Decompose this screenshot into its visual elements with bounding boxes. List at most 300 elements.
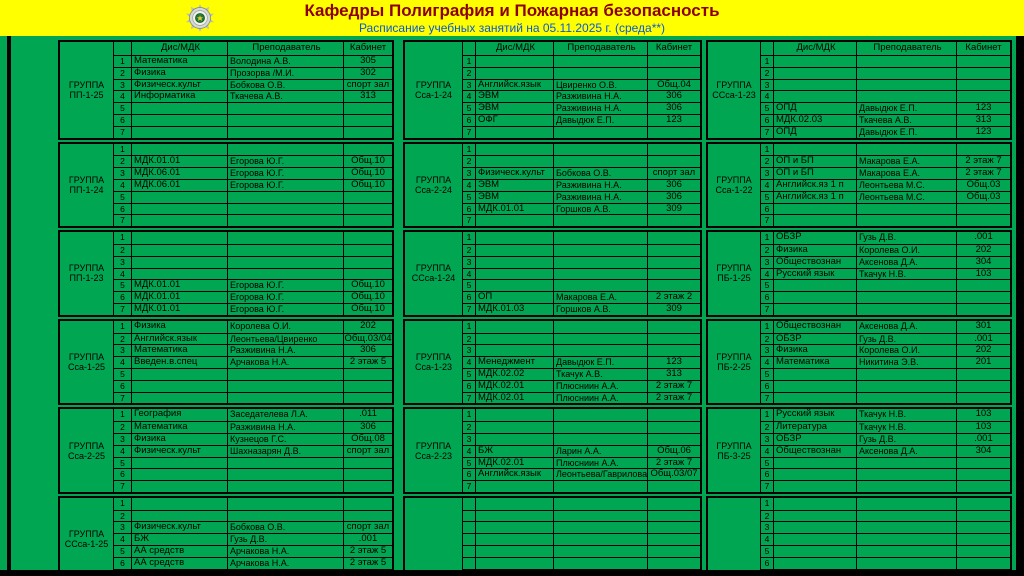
schedule-row	[761, 179, 1010, 191]
schedule-row	[114, 433, 392, 445]
rows-wrap	[463, 498, 700, 576]
lesson-number-cell: 1	[463, 409, 476, 421]
cabinet-cell: 306	[360, 422, 376, 433]
discipline-cell	[132, 115, 228, 126]
lesson-number-cell: 6	[463, 115, 476, 126]
teacher-cell: Кузнецов Г.С.	[228, 434, 344, 445]
teacher-cell	[554, 156, 648, 167]
teacher-cell: Гузь Д.В.	[228, 534, 344, 545]
group-block	[403, 319, 702, 406]
lesson-number-cell: 7	[761, 393, 774, 404]
teacher-cell	[857, 68, 957, 79]
teacher-cell	[554, 511, 648, 522]
lesson-number-cell: 3	[463, 434, 476, 445]
schedule-row	[114, 179, 392, 191]
discipline-cell: МДК.06.01	[132, 168, 228, 179]
teacher-cell: Егорова Ю.Г.	[228, 292, 344, 303]
group-name: Сса-1-24	[414, 89, 452, 100]
teacher-cell: Разживина Н.А.	[554, 103, 648, 114]
header-cabinet-cell: Кабинет	[965, 42, 1002, 53]
lesson-number-cell: 3	[114, 345, 132, 356]
teacher-cell	[857, 369, 957, 380]
schedule-row	[761, 268, 1010, 280]
cabinet-cell: 304	[975, 445, 992, 456]
teacher-cell: Бобкова О.В.	[228, 522, 344, 533]
cabinet-cell: 304	[975, 256, 992, 267]
group-name: Сса-2-25	[67, 450, 105, 461]
cabinet-cell	[957, 534, 1010, 545]
group-block	[58, 142, 394, 229]
cabinet-cell	[957, 56, 1010, 67]
discipline-cell	[774, 481, 857, 492]
group-name: ПБ-1-25	[717, 273, 751, 284]
discipline-cell	[774, 534, 857, 545]
cabinet-cell: Общ.10	[351, 292, 385, 303]
group-word: ГРУППА	[415, 79, 452, 90]
cabinet-cell: 202	[975, 345, 992, 356]
discipline-cell	[132, 257, 228, 268]
cabinet-cell	[344, 498, 392, 510]
teacher-cell: Королева О.И.	[857, 245, 957, 256]
teacher-cell: Леонтьева/Гаврилова	[556, 469, 648, 480]
teacher-cell: Горшков А.В.	[554, 304, 648, 315]
cabinet-cell: Общ.10	[351, 156, 385, 167]
discipline-cell: МДК.02.01	[476, 381, 554, 392]
schedule-row	[463, 356, 700, 368]
schedule-row	[114, 155, 392, 167]
group-word: ГРУППА	[68, 440, 105, 451]
teacher-cell: Макарова Е.А.	[857, 156, 957, 167]
group-block	[58, 230, 394, 317]
schedule-row	[463, 268, 700, 280]
discipline-cell: ОПД	[774, 103, 857, 114]
discipline-cell: ЭВМ	[476, 91, 554, 102]
discipline-cell	[476, 257, 554, 268]
lesson-number-cell: 7	[761, 215, 774, 226]
lesson-number-cell: 7	[114, 127, 132, 138]
schedule-row	[463, 368, 700, 380]
lesson-number-cell: 2	[761, 245, 774, 256]
teacher-cell	[554, 409, 648, 421]
teacher-cell	[554, 245, 648, 256]
discipline-cell	[476, 215, 554, 226]
cabinet-cell	[957, 481, 1010, 492]
discipline-cell: ЭВМ	[476, 180, 554, 191]
teacher-cell: Горшков А.В.	[554, 204, 648, 215]
teacher-cell	[228, 381, 344, 392]
cabinet-cell: .001	[974, 433, 993, 444]
group-name: ПП-1-23	[69, 273, 104, 284]
cabinet-cell	[957, 458, 1010, 469]
schedule-row	[114, 409, 392, 421]
lesson-number-cell: 5	[761, 458, 774, 469]
discipline-cell	[476, 481, 554, 492]
cabinet-cell	[344, 458, 392, 469]
schedule-row	[761, 102, 1010, 114]
lesson-number-cell: 3	[761, 80, 774, 91]
schedule-row	[761, 498, 1010, 510]
group-cell	[405, 321, 463, 404]
discipline-cell	[774, 215, 857, 226]
schedule-row	[463, 90, 700, 102]
discipline-cell: МДК.01.01	[132, 156, 228, 167]
discipline-cell	[774, 546, 857, 557]
schedule-row	[761, 321, 1010, 333]
lesson-number-cell: 2	[761, 334, 774, 345]
schedule-row	[463, 433, 700, 445]
schedule-row	[761, 521, 1010, 533]
cabinet-cell: спорт зал	[346, 522, 390, 533]
discipline-cell: БЖ	[476, 446, 554, 457]
group-block	[706, 230, 1012, 317]
lesson-number-cell: 6	[463, 292, 476, 303]
schedule-row	[114, 203, 392, 215]
schedule-row	[114, 468, 392, 480]
discipline-cell	[476, 511, 554, 522]
lesson-number-cell: 5	[114, 192, 132, 203]
cabinet-cell	[957, 204, 1010, 215]
lesson-number-cell: 1	[114, 498, 132, 510]
lesson-number-cell: 3	[761, 522, 774, 533]
group-name: Сса-2-23	[414, 450, 452, 461]
lesson-number-cell: 2	[761, 156, 774, 167]
schedule-row	[114, 214, 392, 226]
cabinet-cell	[344, 481, 392, 492]
group-word: ГРУППА	[716, 79, 752, 90]
group-word: ГРУППА	[716, 174, 752, 185]
schedule-row	[761, 55, 1010, 67]
teacher-cell	[857, 534, 957, 545]
lesson-number-cell	[463, 522, 476, 533]
teacher-cell	[857, 481, 957, 492]
lesson-number-cell: 6	[463, 381, 476, 392]
lesson-number-cell: 4	[463, 269, 476, 280]
cabinet-cell	[344, 115, 392, 126]
schedule-column	[58, 40, 394, 576]
schedule-row	[761, 67, 1010, 79]
teacher-cell	[228, 192, 344, 203]
schedule-row	[114, 533, 392, 545]
discipline-cell	[132, 127, 228, 138]
discipline-cell: Физическ.культ	[132, 446, 228, 457]
group-cell	[708, 409, 761, 492]
lesson-number-cell: 6	[761, 469, 774, 480]
group-cell	[708, 144, 761, 227]
group-cell	[708, 232, 761, 315]
teacher-cell: Егорова Ю.Г.	[228, 304, 344, 315]
group-name: ПБ-3-25	[717, 450, 751, 461]
lesson-number-cell: 1	[761, 232, 774, 244]
group-block	[403, 496, 702, 576]
lesson-number-cell: 5	[463, 280, 476, 291]
teacher-cell	[228, 469, 344, 480]
discipline-cell	[476, 56, 554, 67]
teacher-cell: Ткачева А.В.	[857, 115, 957, 126]
lesson-number-cell	[463, 558, 476, 569]
discipline-cell	[132, 393, 228, 404]
cabinet-cell: спорт зал	[346, 445, 390, 456]
cabinet-cell	[648, 257, 700, 268]
lesson-number-cell: 7	[114, 215, 132, 226]
group-block	[58, 407, 394, 494]
discipline-cell	[774, 369, 857, 380]
group-cell	[60, 321, 114, 404]
schedule-row	[761, 155, 1010, 167]
group-word: ГРУППА	[68, 263, 105, 274]
lesson-number-cell: 5	[463, 369, 476, 380]
group-block	[58, 496, 394, 576]
group-block	[706, 319, 1012, 406]
cabinet-cell: 313	[360, 91, 376, 102]
cabinet-cell: .001	[974, 232, 993, 243]
teacher-cell: Макарова Е.А.	[554, 292, 648, 303]
group-cell	[708, 42, 761, 138]
schedule-row	[761, 144, 1010, 156]
lesson-number-cell: 5	[114, 103, 132, 114]
discipline-cell	[476, 232, 554, 244]
group-block	[58, 40, 394, 140]
lesson-number-cell: 1	[114, 56, 132, 67]
teacher-cell: Бобкова О.В.	[554, 168, 648, 179]
schedule-row	[114, 333, 392, 345]
cabinet-cell: 309	[666, 303, 682, 314]
discipline-cell	[476, 546, 554, 557]
cabinet-cell	[344, 245, 392, 256]
discipline-cell: Физика	[774, 345, 857, 356]
cabinet-cell: Общ.03/04	[344, 333, 392, 344]
lesson-number-cell: 3	[761, 434, 774, 445]
lesson-number-cell: 2	[114, 245, 132, 256]
teacher-cell	[857, 56, 957, 67]
lesson-number-cell: 4	[114, 446, 132, 457]
schedule-row	[761, 291, 1010, 303]
schedule-row	[114, 303, 392, 315]
lesson-number-cell: 2	[463, 334, 476, 345]
discipline-cell: МДК.02.03	[774, 115, 857, 126]
teacher-cell	[228, 481, 344, 492]
lesson-number-cell: 4	[761, 357, 774, 368]
cabinet-cell: .001	[358, 534, 378, 545]
discipline-cell	[476, 345, 554, 356]
right-black-edge	[1016, 36, 1024, 576]
discipline-cell	[132, 458, 228, 469]
discipline-cell	[476, 558, 554, 569]
lesson-number-cell: 6	[761, 204, 774, 215]
cabinet-cell: 306	[666, 179, 682, 190]
cabinet-cell	[344, 215, 392, 226]
teacher-cell: Прозорва /М.И.	[228, 68, 344, 79]
lesson-number-cell: 5	[761, 192, 774, 203]
lesson-number-cell: 1	[761, 321, 774, 333]
group-block	[706, 142, 1012, 229]
discipline-cell: Физика	[132, 321, 228, 333]
discipline-cell: ОП	[476, 292, 554, 303]
cabinet-cell	[957, 280, 1010, 291]
lesson-number-cell: 4	[761, 446, 774, 457]
cabinet-cell	[957, 369, 1010, 380]
cabinet-cell	[957, 292, 1010, 303]
cabinet-cell: 306	[666, 91, 682, 102]
discipline-cell	[774, 304, 857, 315]
schedule-row	[114, 557, 392, 569]
schedule-row	[114, 291, 392, 303]
lesson-number-cell: 4	[761, 534, 774, 545]
schedule-row	[114, 79, 392, 91]
schedule-row	[463, 291, 700, 303]
schedule-row	[114, 144, 392, 156]
group-word: ГРУППА	[68, 529, 105, 540]
discipline-cell: ЭВМ	[476, 192, 554, 203]
schedule-row	[114, 191, 392, 203]
teacher-cell	[554, 280, 648, 291]
schedule-row	[463, 533, 700, 545]
teacher-cell: Королева О.И.	[857, 345, 957, 356]
lesson-number-cell: 3	[463, 168, 476, 179]
discipline-cell: Математика	[774, 357, 857, 368]
schedule-row	[761, 256, 1010, 268]
teacher-cell	[857, 546, 957, 557]
schedule-row	[761, 380, 1010, 392]
schedule-row	[463, 191, 700, 203]
cabinet-cell	[957, 91, 1010, 102]
lesson-number-cell: 1	[761, 144, 774, 156]
discipline-cell: МДК.01.01	[132, 280, 228, 291]
cabinet-cell	[344, 127, 392, 138]
cabinet-cell: 123	[666, 114, 682, 125]
cabinet-cell	[648, 534, 700, 545]
left-black-divider	[7, 36, 11, 570]
teacher-cell	[554, 232, 648, 244]
schedule-row	[761, 279, 1010, 291]
lesson-number-cell: 2	[463, 68, 476, 79]
group-word: ГРУППА	[415, 352, 452, 363]
teacher-cell	[554, 334, 648, 345]
discipline-cell	[774, 469, 857, 480]
discipline-cell: Английск.яз 1 п	[774, 180, 857, 191]
cabinet-cell: спорт зал	[346, 79, 390, 90]
header-discipline-cell: Дис/МДК	[774, 42, 857, 55]
lesson-number-cell: 4	[463, 446, 476, 457]
cabinet-cell	[648, 511, 700, 522]
discipline-cell	[476, 409, 554, 421]
discipline-cell	[132, 192, 228, 203]
teacher-cell	[228, 369, 344, 380]
cabinet-cell	[648, 144, 700, 156]
discipline-cell: Русский язык	[774, 409, 857, 421]
discipline-cell: Математика	[132, 56, 228, 67]
lesson-number-cell	[463, 498, 476, 510]
cabinet-cell: 123	[666, 357, 682, 368]
lesson-number-cell: 3	[114, 257, 132, 268]
discipline-cell	[132, 469, 228, 480]
header-discipline-cell: Дис/МДК	[132, 42, 228, 55]
group-word: ГРУППА	[68, 352, 105, 363]
cabinet-cell	[957, 498, 1010, 510]
group-word: ГРУППА	[415, 174, 452, 185]
teacher-cell	[228, 204, 344, 215]
discipline-cell	[132, 245, 228, 256]
lesson-number-cell: 7	[761, 304, 774, 315]
teacher-cell: Егорова Ю.Г.	[228, 180, 344, 191]
group-name: Сса-2-24	[414, 184, 452, 195]
header-num-cell	[463, 42, 476, 55]
schedule-row	[463, 480, 700, 492]
cabinet-cell: 2 этаж 7	[965, 156, 1002, 167]
schedule-row	[114, 90, 392, 102]
schedule-row	[463, 279, 700, 291]
cabinet-cell: 306	[360, 345, 376, 356]
cabinet-cell: .001	[974, 333, 993, 344]
teacher-cell	[554, 522, 648, 533]
cabinet-cell: 2 этаж 5	[349, 546, 387, 557]
department-emblem-icon	[186, 4, 214, 32]
lesson-number-cell: 2	[114, 511, 132, 522]
discipline-cell	[476, 245, 554, 256]
schedule-row	[463, 392, 700, 404]
discipline-cell	[132, 232, 228, 244]
lesson-number-cell: 4	[114, 91, 132, 102]
teacher-cell: Цвиренко О.В.	[554, 80, 648, 91]
discipline-cell	[774, 204, 857, 215]
discipline-cell	[774, 498, 857, 510]
cabinet-cell: 2 этаж 2	[655, 292, 693, 303]
lesson-number-cell: 3	[761, 345, 774, 356]
schedule-row	[761, 90, 1010, 102]
teacher-cell	[554, 68, 648, 79]
cabinet-cell	[344, 381, 392, 392]
cabinet-cell: 2 этаж 7	[965, 168, 1002, 179]
schedule-row	[463, 102, 700, 114]
group-cell	[60, 409, 114, 492]
lesson-number-cell: 4	[463, 180, 476, 191]
discipline-cell	[774, 558, 857, 569]
schedule-row	[114, 279, 392, 291]
teacher-cell	[228, 257, 344, 268]
schedule-row	[114, 244, 392, 256]
teacher-cell: Макарова Е.А.	[857, 168, 957, 179]
discipline-cell: География	[132, 409, 228, 421]
lesson-number-cell: 5	[463, 458, 476, 469]
cabinet-cell	[648, 280, 700, 291]
schedule-row	[114, 480, 392, 492]
lesson-number-cell: 6	[463, 204, 476, 215]
lesson-number-cell: 2	[114, 156, 132, 167]
discipline-cell: АА средств	[132, 558, 228, 569]
column-header-row	[761, 42, 1010, 55]
teacher-cell	[554, 215, 648, 226]
cabinet-cell: .011	[359, 409, 377, 420]
teacher-cell: Никитина Э.В.	[857, 357, 957, 368]
group-block	[706, 496, 1012, 576]
schedule-row	[114, 67, 392, 79]
page-subtitle: Расписание учебных занятий на 05.11.2025 г. (среда**)	[358, 21, 666, 35]
schedule-row	[114, 421, 392, 433]
schedule-row	[114, 256, 392, 268]
discipline-cell: Обществознан	[774, 321, 857, 333]
discipline-cell: Физическ.культ	[476, 168, 554, 179]
bottom-black-edge	[0, 570, 1024, 576]
teacher-cell: Аксенова Д.А.	[857, 321, 957, 333]
lesson-number-cell	[463, 546, 476, 557]
cabinet-cell	[648, 422, 700, 433]
group-cell	[60, 498, 114, 576]
group-name: Сса-1-22	[715, 184, 753, 195]
discipline-cell: Информатика	[132, 91, 228, 102]
teacher-cell: Ткачук Н.В.	[857, 409, 957, 421]
schedule-row	[463, 114, 700, 126]
cabinet-cell	[344, 204, 392, 215]
group-cell	[405, 498, 463, 576]
